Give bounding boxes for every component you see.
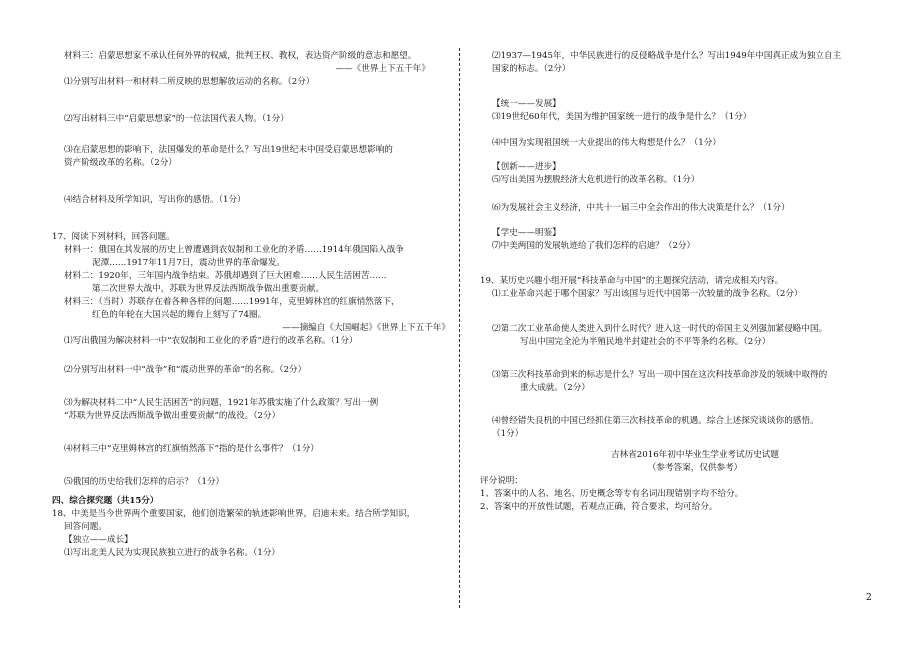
q17-material-1-line1: 材料一：俄国在其发展的历史上曾遭遇到农奴制和工业化的矛盾……1914年俄国陷入战争 — [64, 245, 404, 255]
q18-7: ⑺中美两国的发展轨迹给了我们怎样的启迪？（2分） — [492, 241, 696, 251]
q17-heading: 17、阅读下列材料，回答问题。 — [52, 232, 175, 242]
q18-2-line2: 国家的标志。（2分） — [492, 64, 571, 74]
q18-line1: 18、中美是当今世界两个重要国家，他们创造繁荣的轨迹影响世界，启迪未来。结合所学知识， — [52, 509, 416, 519]
q19-3-line1: ⑶第三次科技革命到来的标志是什么？写出一项中国在这次科技革命涉及的领域中取得的 — [492, 370, 828, 380]
q16-2: ⑵写出材料三中“启蒙思想家”的一位法国代表人物。（1分） — [64, 114, 289, 124]
scoring-notes-heading: 评分说明： — [480, 476, 523, 486]
q19-heading: 19、某历史兴趣小组开展“科技革命与中国”的主题探究活动，请完成相关内容。 — [480, 276, 784, 286]
q19-4-line1: ⑷曾经错失良机的中国已经抓住第三次科技革命的机遇。综合上述探究谈谈你的感悟。 — [492, 416, 819, 426]
section-4-heading: 四、综合探究题（共15分） — [52, 496, 159, 506]
q18-6: ⑹为发展社会主义经济，中共十一届三中全会作出的伟大决策是什么？（1分） — [492, 203, 790, 213]
q17-material-3-line1: 材料三：（当时）苏联存在着各种各样的问题……1991年，克里姆林宫的红旗悄然落下， — [64, 297, 400, 307]
q17-5: ⑸俄国的历史给我们怎样的启示？（1分） — [64, 477, 225, 487]
scoring-note-1: 1、答案中的人名、地名、历史概念等专有名词出现错别字均不给分。 — [480, 489, 744, 499]
q19-1: ⑴工业革命兴起于哪个国家？写出该国与近代中国第一次较量的战争名称。（2分） — [492, 289, 803, 299]
q17-1: ⑴写出俄国为解决材料一中“农奴制和工业化的矛盾”进行的改革名称。（1分） — [64, 336, 358, 346]
q16-3-line2: 资产阶级改革的名称。（2分） — [64, 158, 177, 168]
material-3-source: ——《世界上下五千年》 — [335, 64, 430, 74]
q16-3-line1: ⑶在启蒙思想的影响下，法国爆发的革命是什么？写出19世纪末中国受启蒙思想影响的 — [64, 145, 393, 155]
page-number: 2 — [866, 593, 872, 603]
q16-1: ⑴分别写出材料一和材料二所反映的思想解放运动的名称。（2分） — [64, 77, 315, 87]
q18-line2: 回答问题。 — [64, 522, 107, 532]
q17-4: ⑷材料三中“克里姆林宫的红旗悄然落下”指的是什么事件？（1分） — [64, 444, 319, 454]
q18-4: ⑷中国为实现祖国统一大业提出的伟大构想是什么？（1分） — [492, 138, 721, 148]
right-column — [480, 50, 880, 514]
answer-subtitle: （参考答案，仅供参考） — [647, 463, 743, 473]
q19-4-line2: （1分） — [492, 429, 524, 439]
q18-2-line1: ⑵1937—1945年，中华民族进行的反侵略战争是什么？写出1949年中国真正成为独立自主 — [492, 51, 842, 61]
q18-5: ⑸写出美国为摆脱经济大危机进行的改革名称。（1分） — [492, 175, 700, 185]
q19-2-line1: ⑵第二次工业革命使人类进入到什么时代？进入这一时代的帝国主义列强加紧侵略中国。 — [492, 324, 828, 334]
q16-4: ⑷结合材料及所学知识，写出你的感悟。（1分） — [64, 195, 246, 205]
q19-2-line2: 写出中国完全沦为半殖民地半封建社会的不平等条约名称。（2分） — [520, 337, 771, 347]
answer-title: 吉林省2016年初中毕业生学业考试历史试题 — [611, 450, 779, 460]
material-3: 材料三：启蒙思想家不承认任何外界的权威，批判王权、教权，表达资产阶级的意志和愿望。 — [64, 51, 417, 61]
q17-material-2-line2: 第二次世界大战中，苏联为世界反法西斯战争做出重要贡献。 — [92, 284, 325, 294]
tag-unity: 【统一——发展】 — [492, 99, 561, 109]
tag-innovation: 【创新——进步】 — [492, 162, 561, 172]
q18-1: ⑴写出北美人民为实现民族独立进行的战争名称。（1分） — [64, 548, 281, 558]
q17-3-line2: “苏联为世界反法西斯战争做出重要贡献”的战役。（2分） — [64, 411, 281, 421]
q17-material-3-line2: 红色的年轮在大国兴起的舞台上刻写了74圈。 — [92, 310, 267, 320]
column-divider — [459, 48, 460, 608]
tag-independence: 【独立——成长】 — [64, 535, 133, 545]
q17-3-line1: ⑶为解决材料二中“人民生活困苦”的问题，1921年苏俄实施了什么政策？写出一例 — [64, 398, 379, 408]
q17-material-2-line1: 材料二：1920年，三年国内战争结束。苏俄却遇到了巨大困难……人民生活困苦…… — [64, 271, 387, 281]
scoring-note-2: 2、答案中的开放性试题，若观点正确，符合要求，均可给分。 — [480, 502, 718, 512]
q17-material-1-line2: 泥潭……1917年11月7日，震动世界的革命爆发。 — [92, 258, 285, 268]
q19-3-line2: 重大成就。（2分） — [520, 383, 590, 393]
q17-source: ——摘编自《大国崛起》《世界上下五千年》 — [282, 323, 450, 333]
q17-2: ⑵分别写出材料一中“战争”和“震动世界的革命”的名称。（2分） — [64, 365, 307, 375]
tag-history: 【学史——明鉴】 — [492, 228, 561, 238]
q18-3: ⑶19世纪60年代，美国为维护国家统一进行的战争是什么？（1分） — [492, 112, 752, 122]
left-column — [52, 50, 452, 560]
